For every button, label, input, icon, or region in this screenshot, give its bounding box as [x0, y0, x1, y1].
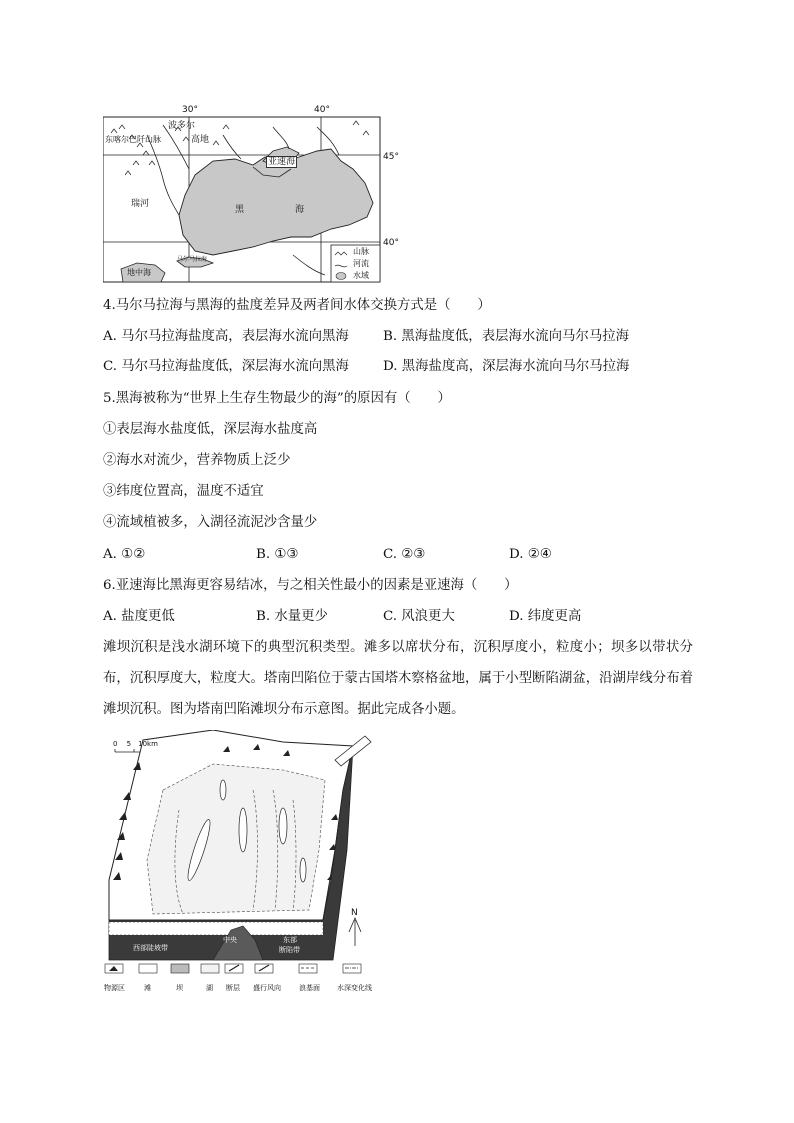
question-5-option-d: D. ②④: [509, 547, 552, 562]
legend-wave-base: 浪基面: [299, 984, 320, 992]
label-east: 东部: [283, 936, 297, 944]
question-5-stem: 5.黑海被称为“世界上生存生物最少的海”的原因有（ ）: [103, 391, 451, 406]
label-plateau: 高地: [191, 135, 210, 145]
question-6-option-b: B. 水量更少: [256, 609, 328, 624]
question-6-stem: 6.亚速海比黑海更容易结冰，与之相关性最小的因素是亚速海（ ）: [103, 578, 518, 593]
tanan-depression-graphic: [103, 730, 383, 1000]
question-6-option-d: D. 纬度更高: [509, 609, 582, 624]
question-4-option-c: C. 马尔马拉海盐度低，深层海水流向黑海: [103, 359, 349, 374]
question-4-option-d: D. 黑海盐度高，深层海水流向马尔马拉海: [383, 359, 630, 374]
legend-fault: 断层: [226, 984, 240, 992]
passage-text: 滩坝沉积是浅水湖环境下的典型沉积类型。滩多以席状分布，沉积厚度小，粒度小；坝多以带状分布，沉积厚度大，粒度大。塔南凹陷位于蒙古国塔木察格盆地，属于小型断陷湖盆，沿湖岸线分布着滩坝沉积。图为塔南凹陷滩坝分布示意图。据此完成各小题。: [103, 640, 693, 717]
question-5-statement-2: ②海水对流少，营养物质上泛少: [103, 453, 291, 468]
label-carpathian: 东喀尔巴阡山脉: [105, 135, 161, 144]
lon-label-40: 40°: [314, 105, 330, 115]
legend-beach: 滩: [144, 984, 151, 992]
legend-mountain: 山脉: [353, 247, 369, 256]
legend-lake: 湖: [206, 984, 213, 992]
tanan-depression-diagram: [103, 730, 383, 1000]
label-black-sea-2: 海: [295, 205, 305, 215]
question-4-option-b: B. 黑海盐度低，表层海水流向马尔马拉海: [383, 329, 629, 344]
legend-bar: 坝: [176, 984, 183, 992]
label-fault-zone: 断陷带: [279, 946, 300, 954]
label-dobrogea: 波多尔: [168, 121, 196, 131]
legend-depth-line: 水深变化线: [337, 984, 372, 992]
question-5-option-b: B. ①③: [256, 547, 299, 562]
lat-label-45: 45°: [383, 152, 399, 162]
label-azov-sea: 亚速海: [268, 157, 296, 167]
black-sea-map: [103, 105, 403, 285]
legend-water: 水域: [353, 271, 369, 280]
legend-river: 河流: [353, 259, 369, 268]
question-4-stem: 4.马尔马拉海与黑海的盐度差异及两者间水体交换方式是（ ）: [103, 298, 491, 313]
question-5-statement-1: ①表层海水盐度低，深层海水盐度高: [103, 422, 318, 437]
label-central: 中央: [223, 936, 237, 944]
legend-wind: 盛行风向: [253, 984, 281, 992]
question-5-option-a: A. ①②: [103, 547, 146, 562]
question-6-option-a: A. 盐度更低: [103, 609, 175, 624]
label-mediterranean: 地中海: [127, 268, 151, 277]
lake-area: [147, 764, 325, 914]
label-marmara: 马尔马拉海: [177, 256, 208, 263]
question-5-option-c: C. ②③: [383, 547, 426, 562]
label-black-sea-1: 黑: [235, 205, 245, 215]
scale-label: 0 5 10km: [113, 740, 158, 748]
question-4-option-a: A. 马尔马拉海盐度高，表层海水流向黑海: [103, 329, 349, 344]
question-5-statement-4: ④流域植被多，入湖径流泥沙含量少: [103, 515, 318, 530]
question-6-option-c: C. 风浪更大: [383, 609, 455, 624]
lat-label-40: 40°: [383, 238, 399, 248]
black-sea-map-graphic: [103, 105, 403, 285]
legend-source-area: 物源区: [104, 984, 125, 992]
question-5-statement-3: ③纬度位置高，温度不适宜: [103, 484, 264, 499]
label-west-steep-slope: 西部陡坡带: [133, 944, 168, 952]
lon-label-30: 30°: [182, 105, 198, 115]
north-label: N: [351, 908, 358, 918]
label-river: 瑞河: [131, 199, 150, 209]
